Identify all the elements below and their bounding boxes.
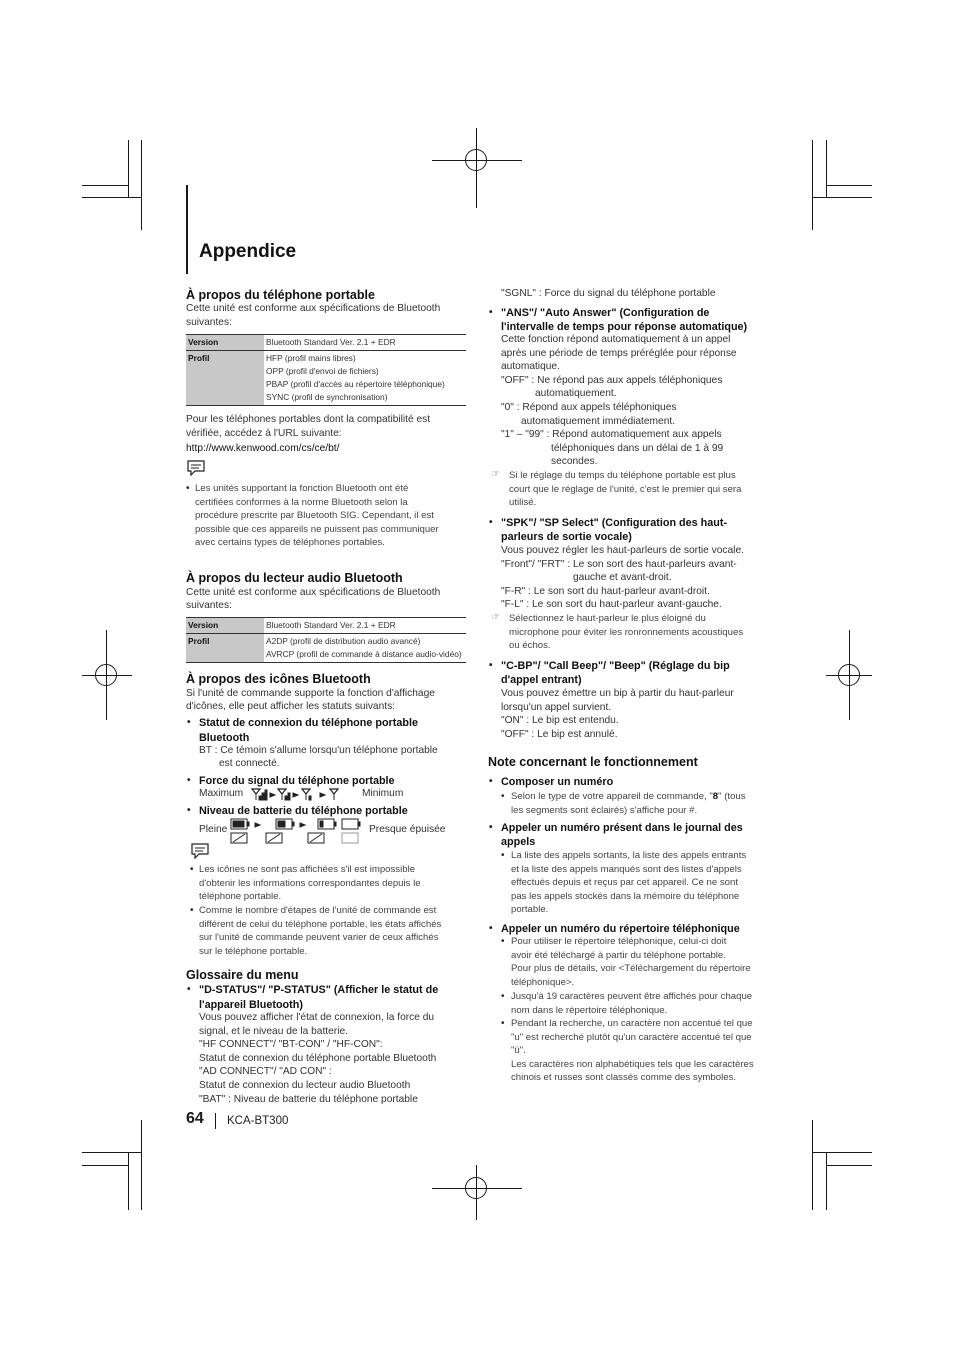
pointing-hand-icon: ☞ — [491, 469, 500, 480]
section-heading-phone: À propos du téléphone portable — [186, 288, 375, 302]
title-bar — [186, 185, 188, 274]
bullet-dot: • — [186, 483, 190, 494]
compat-text-2: vérifiée, accédez à l'URL suivante: — [186, 428, 342, 439]
audio-spec-table — [186, 617, 466, 663]
phone-intro-1: Cette unité est conforme aux spécifications de Bluetooth — [186, 303, 441, 314]
compose-title: Composer un numéro — [501, 776, 614, 788]
phone-profil-label: Profil — [186, 351, 264, 406]
audio-version-value: Bluetooth Standard Ver. 2.1 + EDR — [266, 620, 396, 630]
beep-title-2: d'appel entrant) — [501, 674, 582, 686]
bullet-dot: • — [489, 923, 493, 934]
bullet-dot: • — [489, 660, 493, 671]
bullet-dot: • — [187, 717, 191, 728]
profile-item: HFP (profil mains libres) — [266, 353, 356, 363]
icons-item1-l1: Statut de connexion du téléphone portable — [199, 717, 418, 729]
audio-intro-2: suivantes: — [186, 600, 232, 611]
battery-level-icons — [230, 817, 368, 845]
bullet-dot: • — [190, 905, 194, 916]
battery-empty-label: Presque épuisée — [369, 824, 446, 835]
footer-divider — [215, 1113, 216, 1129]
profile-item: PBAP (profil d'accès au répertoire téléphonique) — [266, 379, 445, 389]
profile-item: A2DP (profil de distribution audio avancé) — [266, 636, 421, 646]
icons-item1-l2: Bluetooth — [199, 732, 250, 744]
icons-intro-2: d'icônes, elle peut afficher les statuts suivants: — [186, 701, 396, 712]
bullet-dot: • — [501, 991, 505, 1002]
section-heading-ops: Note concernant le fonctionnement — [488, 755, 698, 769]
segment-digit-icon: 8 — [712, 791, 719, 802]
note-icon — [186, 460, 206, 476]
icons-intro-1: Si l'unité de commande supporte la fonction d'affichage — [186, 688, 435, 699]
bullet-dot: • — [489, 822, 493, 833]
spk-desc: Vous pouvez régler les haut-parleurs de sortie vocale. "Front"/ "FRT" : Le son sort des haut-parleurs avant- gauche et avant-droit. "F-R" : Le son sort du haut-parleur avant-droit. "F-L" : Le son sort du haut-parleur avant-gauche. — [501, 545, 744, 611]
audio-intro-1: Cette unité est conforme aux spécifications de Bluetooth — [186, 587, 441, 598]
phone-intro-2: suivantes: — [186, 317, 232, 328]
bullet-dot: • — [190, 864, 194, 875]
icons-item3: Niveau de batterie du téléphone portable — [199, 805, 408, 817]
icons-item2: Force du signal du téléphone portable — [199, 775, 395, 787]
beep-title-1: "C-BP"/ "Call Beep"/ "Beep" (Réglage du bip — [501, 660, 730, 672]
spk-note: Sélectionnez le haut-parleur le plus éloigné du microphone pour éviter les ronronnements acoustiques ou échos. — [509, 613, 744, 652]
phone-version-label: Version — [186, 335, 264, 351]
signal-strength-icons — [250, 787, 360, 801]
bullet-dot: • — [187, 984, 191, 995]
rep-note-1: Pour utiliser le répertoire téléphonique, celui-ci doit avoir été téléchargé à partir du téléphone portable. Pour plus de détails, voir <Téléchargement du répertoire téléphonique>. — [511, 936, 751, 988]
audio-profil-label: Profil — [186, 634, 264, 663]
profile-item: OPP (profil d'envoi de fichiers) — [266, 366, 379, 376]
icons-note-2: Comme le nombre d'étapes de l'unité de commande est différent de celui du téléphone portable, les états affichés sur l'unité de commande peuvent varier de ceux affichés sur le téléphone portable. — [199, 905, 442, 957]
glossary-item-l2: l'appareil Bluetooth) — [199, 999, 303, 1011]
audio-version-label: Version — [186, 618, 264, 634]
icons-note-1: Les icônes ne sont pas affichées s'il est impossible d'obtenir les informations correspondantes depuis le téléphone portable. — [199, 864, 421, 903]
rep-note-2: Jusqu'à 19 caractères peuvent être affichés pour chaque nom dans le répertoire téléphonique. — [511, 991, 753, 1016]
model-name: KCA-BT300 — [227, 1115, 289, 1127]
phone-version-value: Bluetooth Standard Ver. 2.1 + EDR — [266, 337, 396, 347]
journal-title-2: appels — [501, 836, 536, 848]
spk-title-1: "SPK"/ "SP Select" (Configuration des haut- — [501, 517, 728, 529]
bullet-dot: • — [501, 1018, 505, 1029]
signal-max-label: Maximum — [199, 788, 244, 799]
compat-text-1: Pour les téléphones portables dont la compatibilité est — [186, 414, 431, 425]
bullet-dot: • — [501, 791, 505, 802]
compose-note: Selon le type de votre appareil de commande, "8" (tous les segments sont éclairés) s'affiche pour #. — [511, 791, 746, 816]
sgnl-text: "SGNL" : Force du signal du téléphone portable — [501, 288, 716, 299]
bullet-dot: • — [501, 850, 505, 861]
icons-item1-desc-1: BT : Ce témoin s'allume lorsqu'un téléphone portable — [199, 745, 438, 756]
icons-item1-desc-2: est connecté. — [219, 758, 280, 769]
journal-note: La liste des appels sortants, la liste des appels entrants et la liste des appels manqués sont des listes d'appels effectués depuis et reçus par cet appareil. Ce ne sont pas les appels stockés dans la mémoire du téléphone portable. — [511, 850, 747, 916]
profile-item: SYNC (profil de synchronisation) — [266, 392, 388, 402]
signal-min-label: Minimum — [362, 788, 404, 799]
phone-note: Les unités supportant la fonction Bluetooth ont été certifiées conformes à la norme Bluetooth selon la procédure prescrite par Bluetooth SIG. Cependant, il est possible que ces appareils ne puissent pas communiquer avec certains types de téléphones portables. — [195, 483, 439, 549]
phone-spec-table — [186, 334, 466, 406]
page-title: Appendice — [199, 241, 297, 262]
ans-desc: Cette fonction répond automatiquement à un appel après une période de temps préréglée pour réponse automatique. "OFF" : Ne répond pas aux appels téléphoniques automatiquement. "0" : Répond aux appels téléphoniques automatiquement immédiatement. "1" – "99" : Répond automatiquement aux appels téléphoniques dans un délai de 1 à 99 secondes. — [501, 334, 737, 468]
section-heading-glossary: Glossaire du menu — [186, 968, 299, 982]
rep-title: Appeler un numéro du répertoire téléphonique — [501, 923, 740, 935]
bullet-dot: • — [489, 517, 493, 528]
ans-note: Si le réglage du temps du téléphone portable est plus court que le réglage de l'unité, c'est le premier qui sera utilisé. — [509, 470, 742, 509]
bullet-dot: • — [489, 776, 493, 787]
pointing-hand-icon: ☞ — [491, 612, 500, 623]
page-number: 64 — [186, 1110, 204, 1127]
ans-title-1: "ANS"/ "Auto Answer" (Configuration de — [501, 307, 710, 319]
profile-item: AVRCP (profil de commande à distance audio-vidéo) — [266, 649, 462, 659]
note-icon — [190, 843, 210, 859]
glossary-item-l1: "D-STATUS"/ "P-STATUS" (Afficher le statut de — [199, 984, 439, 996]
section-heading-icons: À propos des icônes Bluetooth — [186, 672, 371, 686]
ans-title-2: l'intervalle de temps pour réponse automatique) — [501, 321, 748, 333]
spk-title-2: parleurs de sortie vocale) — [501, 531, 632, 543]
battery-full-label: Pleine — [199, 824, 228, 835]
journal-title-1: Appeler un numéro présent dans le journal des — [501, 822, 743, 834]
rep-note-3: Pendant la recherche, un caractère non accentué tel que "u" est recherché plutôt qu'un caractère accentué tel que "ü". Les caractères non alphabétiques tels que les caractères chinois et russes sont classés comme des symboles. — [511, 1018, 754, 1084]
beep-desc: Vous pouvez émettre un bip à partir du haut-parleur lorsqu'un appel survient. "ON" : Le bip est entendu. "OFF" : Le bip est annulé. — [501, 688, 734, 740]
bullet-dot: • — [489, 307, 493, 318]
section-heading-audio: À propos du lecteur audio Bluetooth — [186, 571, 403, 585]
bullet-dot: • — [501, 936, 505, 947]
glossary-desc: Vous pouvez afficher l'état de connexion, la force du signal, et le niveau de la batterie. "HF CONNECT"/ "BT-CON" / "HF-CON": Statut de connexion du téléphone portable Bluetooth "AD CONNECT"/ "AD CON" : Statut de connexion du lecteur audio Bluetooth "BAT" : Niveau de batterie du téléphone portable — [199, 1012, 437, 1105]
bullet-dot: • — [187, 805, 191, 816]
url-link[interactable]: http://www.kenwood.com/cs/ce/bt/ — [186, 443, 340, 454]
bullet-dot: • — [187, 775, 191, 786]
